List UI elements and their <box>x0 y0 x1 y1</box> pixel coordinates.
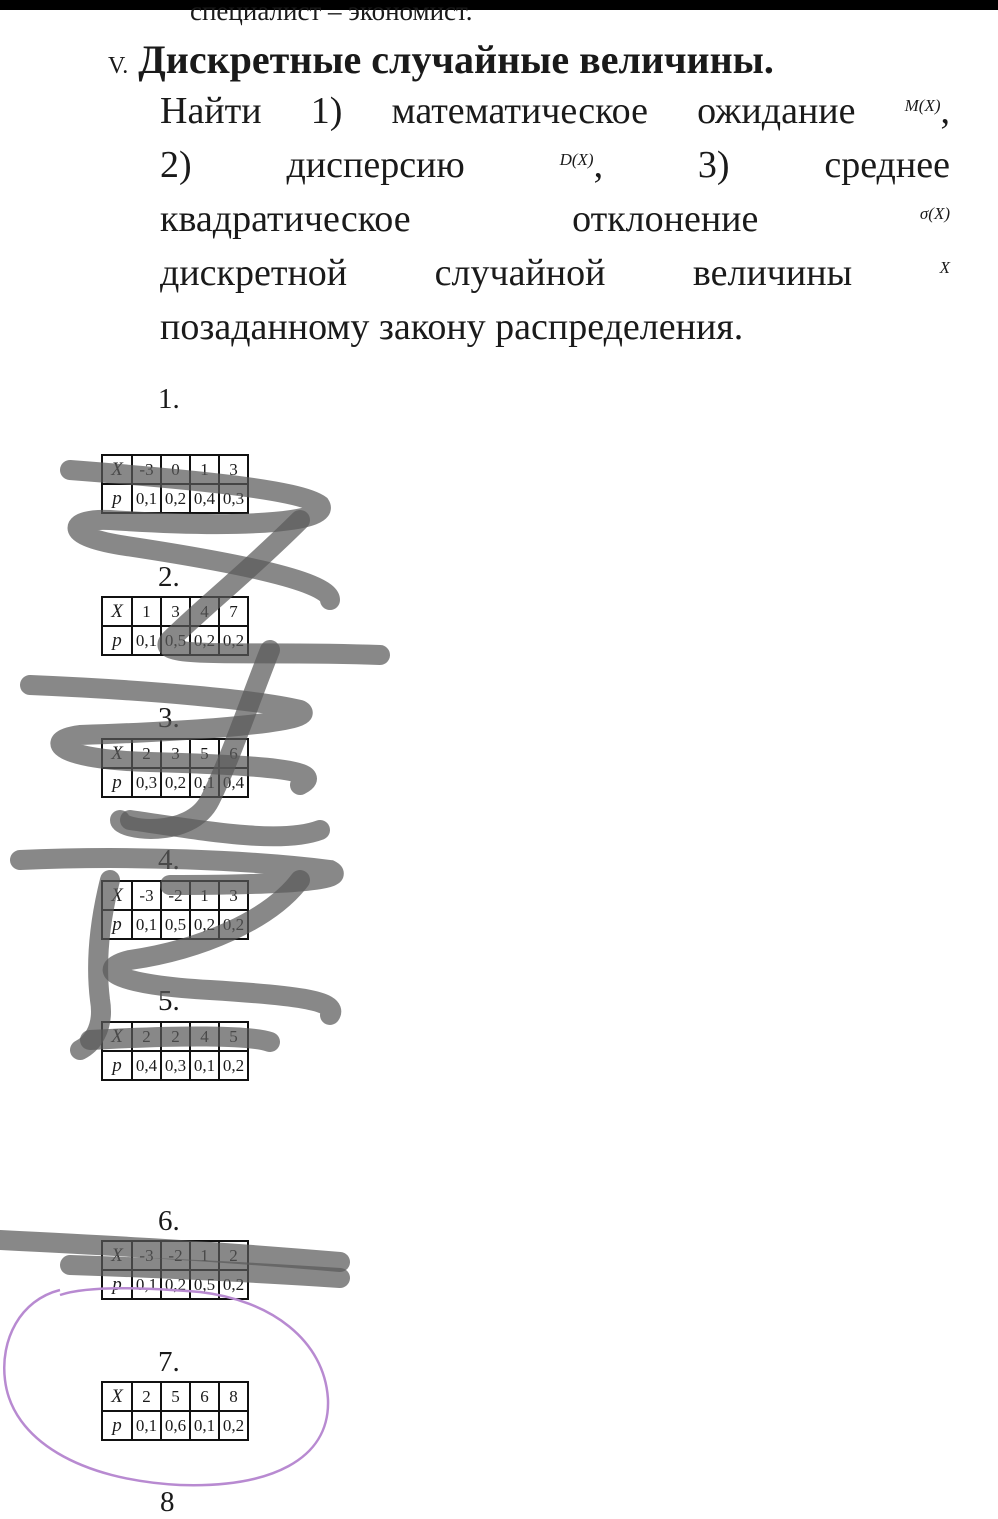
table-row <box>102 881 248 910</box>
table-cell: X <box>102 881 132 910</box>
table-cell: 7 <box>219 597 248 626</box>
table-cell: 3 <box>161 597 190 626</box>
top-black-bar <box>0 0 998 10</box>
table-cell: X <box>102 1382 132 1411</box>
problem-label: 1. <box>158 383 180 415</box>
table-cell: 0,1 <box>132 910 161 939</box>
table-cell: 0,2 <box>219 1270 248 1299</box>
task-line-1 <box>160 84 950 138</box>
table-row <box>102 626 248 655</box>
task-word: среднее <box>824 144 950 186</box>
table-cell: 0,1 <box>132 484 161 513</box>
formula-std-deviation: σ(X) <box>919 204 950 223</box>
problem-label: 7. <box>158 1346 180 1378</box>
table-cell: 0,4 <box>219 768 248 797</box>
problem-label: 5. <box>158 985 180 1017</box>
table-cell: 6 <box>219 739 248 768</box>
distribution-table <box>101 738 249 798</box>
formula-variance: D(X) <box>559 150 594 169</box>
task-word: квадратическое <box>160 198 411 240</box>
table-cell: 0,3 <box>161 1051 190 1080</box>
table-cell: 2 <box>132 739 161 768</box>
table-cell: 5 <box>219 1022 248 1051</box>
table-cell: 0,2 <box>161 1270 190 1299</box>
table-cell: 0,2 <box>190 910 219 939</box>
task-word: дисперсию <box>286 144 465 186</box>
formula-variable: X <box>939 258 950 277</box>
task-statement <box>160 84 950 354</box>
section-number: V. <box>108 53 129 79</box>
task-word: Найти <box>160 90 262 132</box>
problem-label: 3. <box>158 702 180 734</box>
formula-expectation: M(X) <box>904 96 941 115</box>
table-row <box>102 739 248 768</box>
table-cell: 1 <box>132 597 161 626</box>
table-cell: p <box>102 1051 132 1080</box>
table-cell: X <box>102 1022 132 1051</box>
task-word: дискретной <box>160 252 348 294</box>
table-cell: 0,1 <box>190 768 219 797</box>
table-cell: 0,4 <box>190 484 219 513</box>
task-word: 1) <box>310 90 343 132</box>
table-cell: 0,1 <box>132 1411 161 1440</box>
distribution-table <box>101 454 249 514</box>
table-cell: 8 <box>219 1382 248 1411</box>
table-cell: 4 <box>190 1022 219 1051</box>
table-cell: 0,5 <box>190 1270 219 1299</box>
table-cell: X <box>102 1241 132 1270</box>
task-punct: , <box>593 144 604 186</box>
table-cell: 1 <box>190 881 219 910</box>
table-cell: p <box>102 626 132 655</box>
table-row <box>102 1051 248 1080</box>
table-cell: 0,3 <box>219 484 248 513</box>
table-cell: 3 <box>219 881 248 910</box>
table-cell: p <box>102 1411 132 1440</box>
distribution-table <box>101 1381 249 1441</box>
table-row <box>102 1022 248 1051</box>
table-row <box>102 768 248 797</box>
table-cell: 2 <box>161 1022 190 1051</box>
task-word: величины <box>692 252 853 294</box>
table-cell: 6 <box>190 1382 219 1411</box>
table-cell: 0,2 <box>161 768 190 797</box>
distribution-table <box>101 1021 249 1081</box>
table-row <box>102 484 248 513</box>
table-cell: 0,2 <box>219 1051 248 1080</box>
table-row <box>102 1241 248 1270</box>
distribution-table <box>101 1240 249 1300</box>
task-line-3 <box>160 192 950 246</box>
table-cell: p <box>102 910 132 939</box>
table-cell: 1 <box>190 455 219 484</box>
table-cell: X <box>102 739 132 768</box>
table-row <box>102 1270 248 1299</box>
table-cell: 1 <box>190 1241 219 1270</box>
table-cell: 0,1 <box>132 626 161 655</box>
task-line-5 <box>160 300 950 354</box>
table-cell: 3 <box>219 455 248 484</box>
table-cell: -2 <box>161 881 190 910</box>
problem-label-partial: 8 <box>160 1486 175 1518</box>
table-cell: 0,2 <box>219 626 248 655</box>
task-word: ожидание <box>697 90 856 132</box>
table-cell: 2 <box>132 1382 161 1411</box>
table-cell: -3 <box>132 881 161 910</box>
table-cell: 0,5 <box>161 626 190 655</box>
header-line: специалист – экономист. <box>190 0 473 26</box>
table-cell: 0,2 <box>161 484 190 513</box>
table-cell: -2 <box>161 1241 190 1270</box>
table-cell: 0,1 <box>132 1270 161 1299</box>
task-word: математическое <box>391 90 648 132</box>
table-cell: 0 <box>161 455 190 484</box>
table-cell: 0,4 <box>132 1051 161 1080</box>
task-line-2 <box>160 138 950 192</box>
table-cell: X <box>102 455 132 484</box>
table-cell: X <box>102 597 132 626</box>
section-title <box>108 36 774 83</box>
problem-label: 2. <box>158 561 180 593</box>
table-cell: 3 <box>161 739 190 768</box>
task-word: 2) <box>160 144 192 186</box>
table-cell: p <box>102 484 132 513</box>
table-cell: 0,2 <box>190 626 219 655</box>
table-row <box>102 1411 248 1440</box>
table-cell: 4 <box>190 597 219 626</box>
section-title-text: Дискретные случайные величины. <box>138 37 774 82</box>
table-cell: p <box>102 768 132 797</box>
table-cell: 5 <box>190 739 219 768</box>
scribble-stroke <box>130 820 320 836</box>
task-word: 3) <box>697 144 730 186</box>
task-word: позаданному закону распределения. <box>160 306 744 348</box>
problem-label: 6. <box>158 1205 180 1237</box>
distribution-table <box>101 880 249 940</box>
table-cell: 2 <box>132 1022 161 1051</box>
table-cell: 0,3 <box>132 768 161 797</box>
table-cell: 0,2 <box>219 910 248 939</box>
table-cell: 2 <box>219 1241 248 1270</box>
table-cell: 0,1 <box>190 1051 219 1080</box>
table-cell: -3 <box>132 1241 161 1270</box>
task-word: отклонение <box>572 198 759 240</box>
task-word: случайной <box>434 252 606 294</box>
task-line-4 <box>160 246 950 300</box>
table-cell: p <box>102 1270 132 1299</box>
table-row <box>102 910 248 939</box>
problem-label: 4. <box>158 844 180 876</box>
table-row <box>102 597 248 626</box>
table-row <box>102 455 248 484</box>
table-cell: 0,6 <box>161 1411 190 1440</box>
distribution-table <box>101 596 249 656</box>
table-cell: 5 <box>161 1382 190 1411</box>
task-punct: , <box>940 90 950 132</box>
table-cell: 0,5 <box>161 910 190 939</box>
table-cell: -3 <box>132 455 161 484</box>
table-cell: 0,2 <box>219 1411 248 1440</box>
table-cell: 0,1 <box>190 1411 219 1440</box>
table-row <box>102 1382 248 1411</box>
